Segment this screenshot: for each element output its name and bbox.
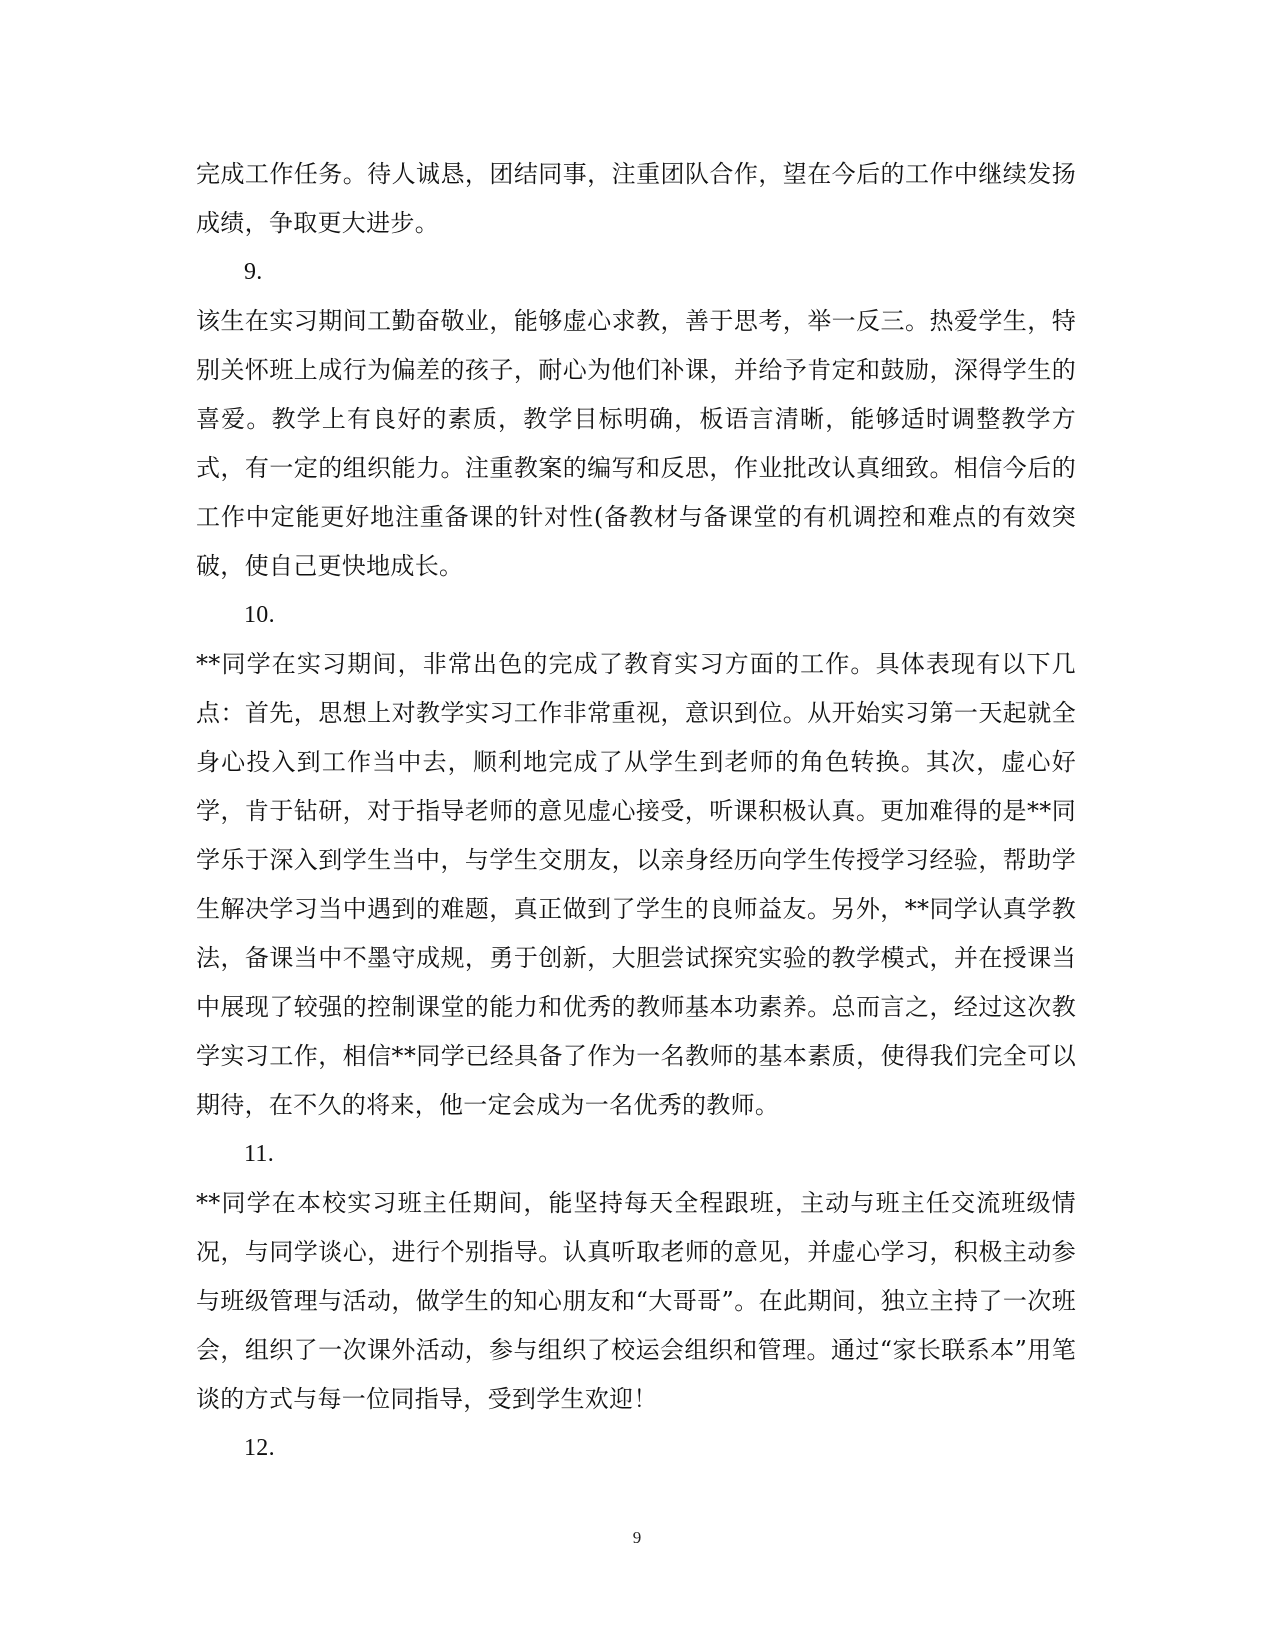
paragraph-8-tail: 完成工作任务。待人诚恳，团结同事，注重团队合作，望在今后的工作中继续发扬成绩，争取更大进步。 (196, 160, 1076, 237)
paragraph-11: **同学在本校实习班主任期间，能坚持每天全程跟班，主动与班主任交流班级情况，与同学谈心，进行个别指导。认真听取老师的意见，并虚心学习，积极主动参与班级管理与活动，做学生的知心朋友和“大哥哥”。在此期间，独立主持了一次班会，组织了一次课外活动，参与组织了校运会组织和管理。通过“家长联系本”用笔谈的方式与每一位同指导，受到学生欢迎！ (196, 1189, 1076, 1413)
page-number: 9 (632, 1528, 642, 1547)
item-number-12: 12. (244, 1435, 275, 1461)
document-body (196, 150, 1076, 1473)
item-number-11: 11. (244, 1141, 275, 1167)
paragraph-9: 该生在实习期间工勤奋敬业，能够虚心求教，善于思考，举一反三。热爱学生，特别关怀班上成行为偏差的孩子，耐心为他们补课，并给予肯定和鼓励，深得学生的喜爱。教学上有良好的素质，教学目标明确，板语言清晰，能够适时调整教学方式，有一定的组织能力。注重教案的编写和反思，作业批改认真细致。相信今后的工作中定能更好地注重备课的针对性(备教材与备课堂的有机调控和难点的有效突破，使自己更快地成长。 (196, 307, 1076, 580)
paragraph-10: **同学在实习期间，非常出色的完成了教育实习方面的工作。具体表现有以下几点：首先，思想上对教学实习工作非常重视，意识到位。从开始实习第一天起就全身心投入到工作当中去，顺利地完成了从学生到老师的角色转换。其次，虚心好学，肯于钻研，对于指导老师的意见虚心接受，听课积极认真。更加难得的是**同学乐于深入到学生当中，与学生交朋友，以亲身经历向学生传授学习经验，帮助学生解决学习当中遇到的难题，真正做到了学生的良师益友。另外，**同学认真学教法，备课当中不墨守成规，勇于创新，大胆尝试探究实验的教学模式，并在授课当中展现了较强的控制课堂的能力和优秀的教师基本功素养。总而言之，经过这次教学实习工作，相信**同学已经具备了作为一名教师的基本素质，使得我们完全可以期待，在不久的将来，他一定会成为一名优秀的教师。 (196, 650, 1076, 1119)
item-number-9: 9. (244, 259, 263, 285)
item-number-10: 10. (244, 602, 275, 628)
